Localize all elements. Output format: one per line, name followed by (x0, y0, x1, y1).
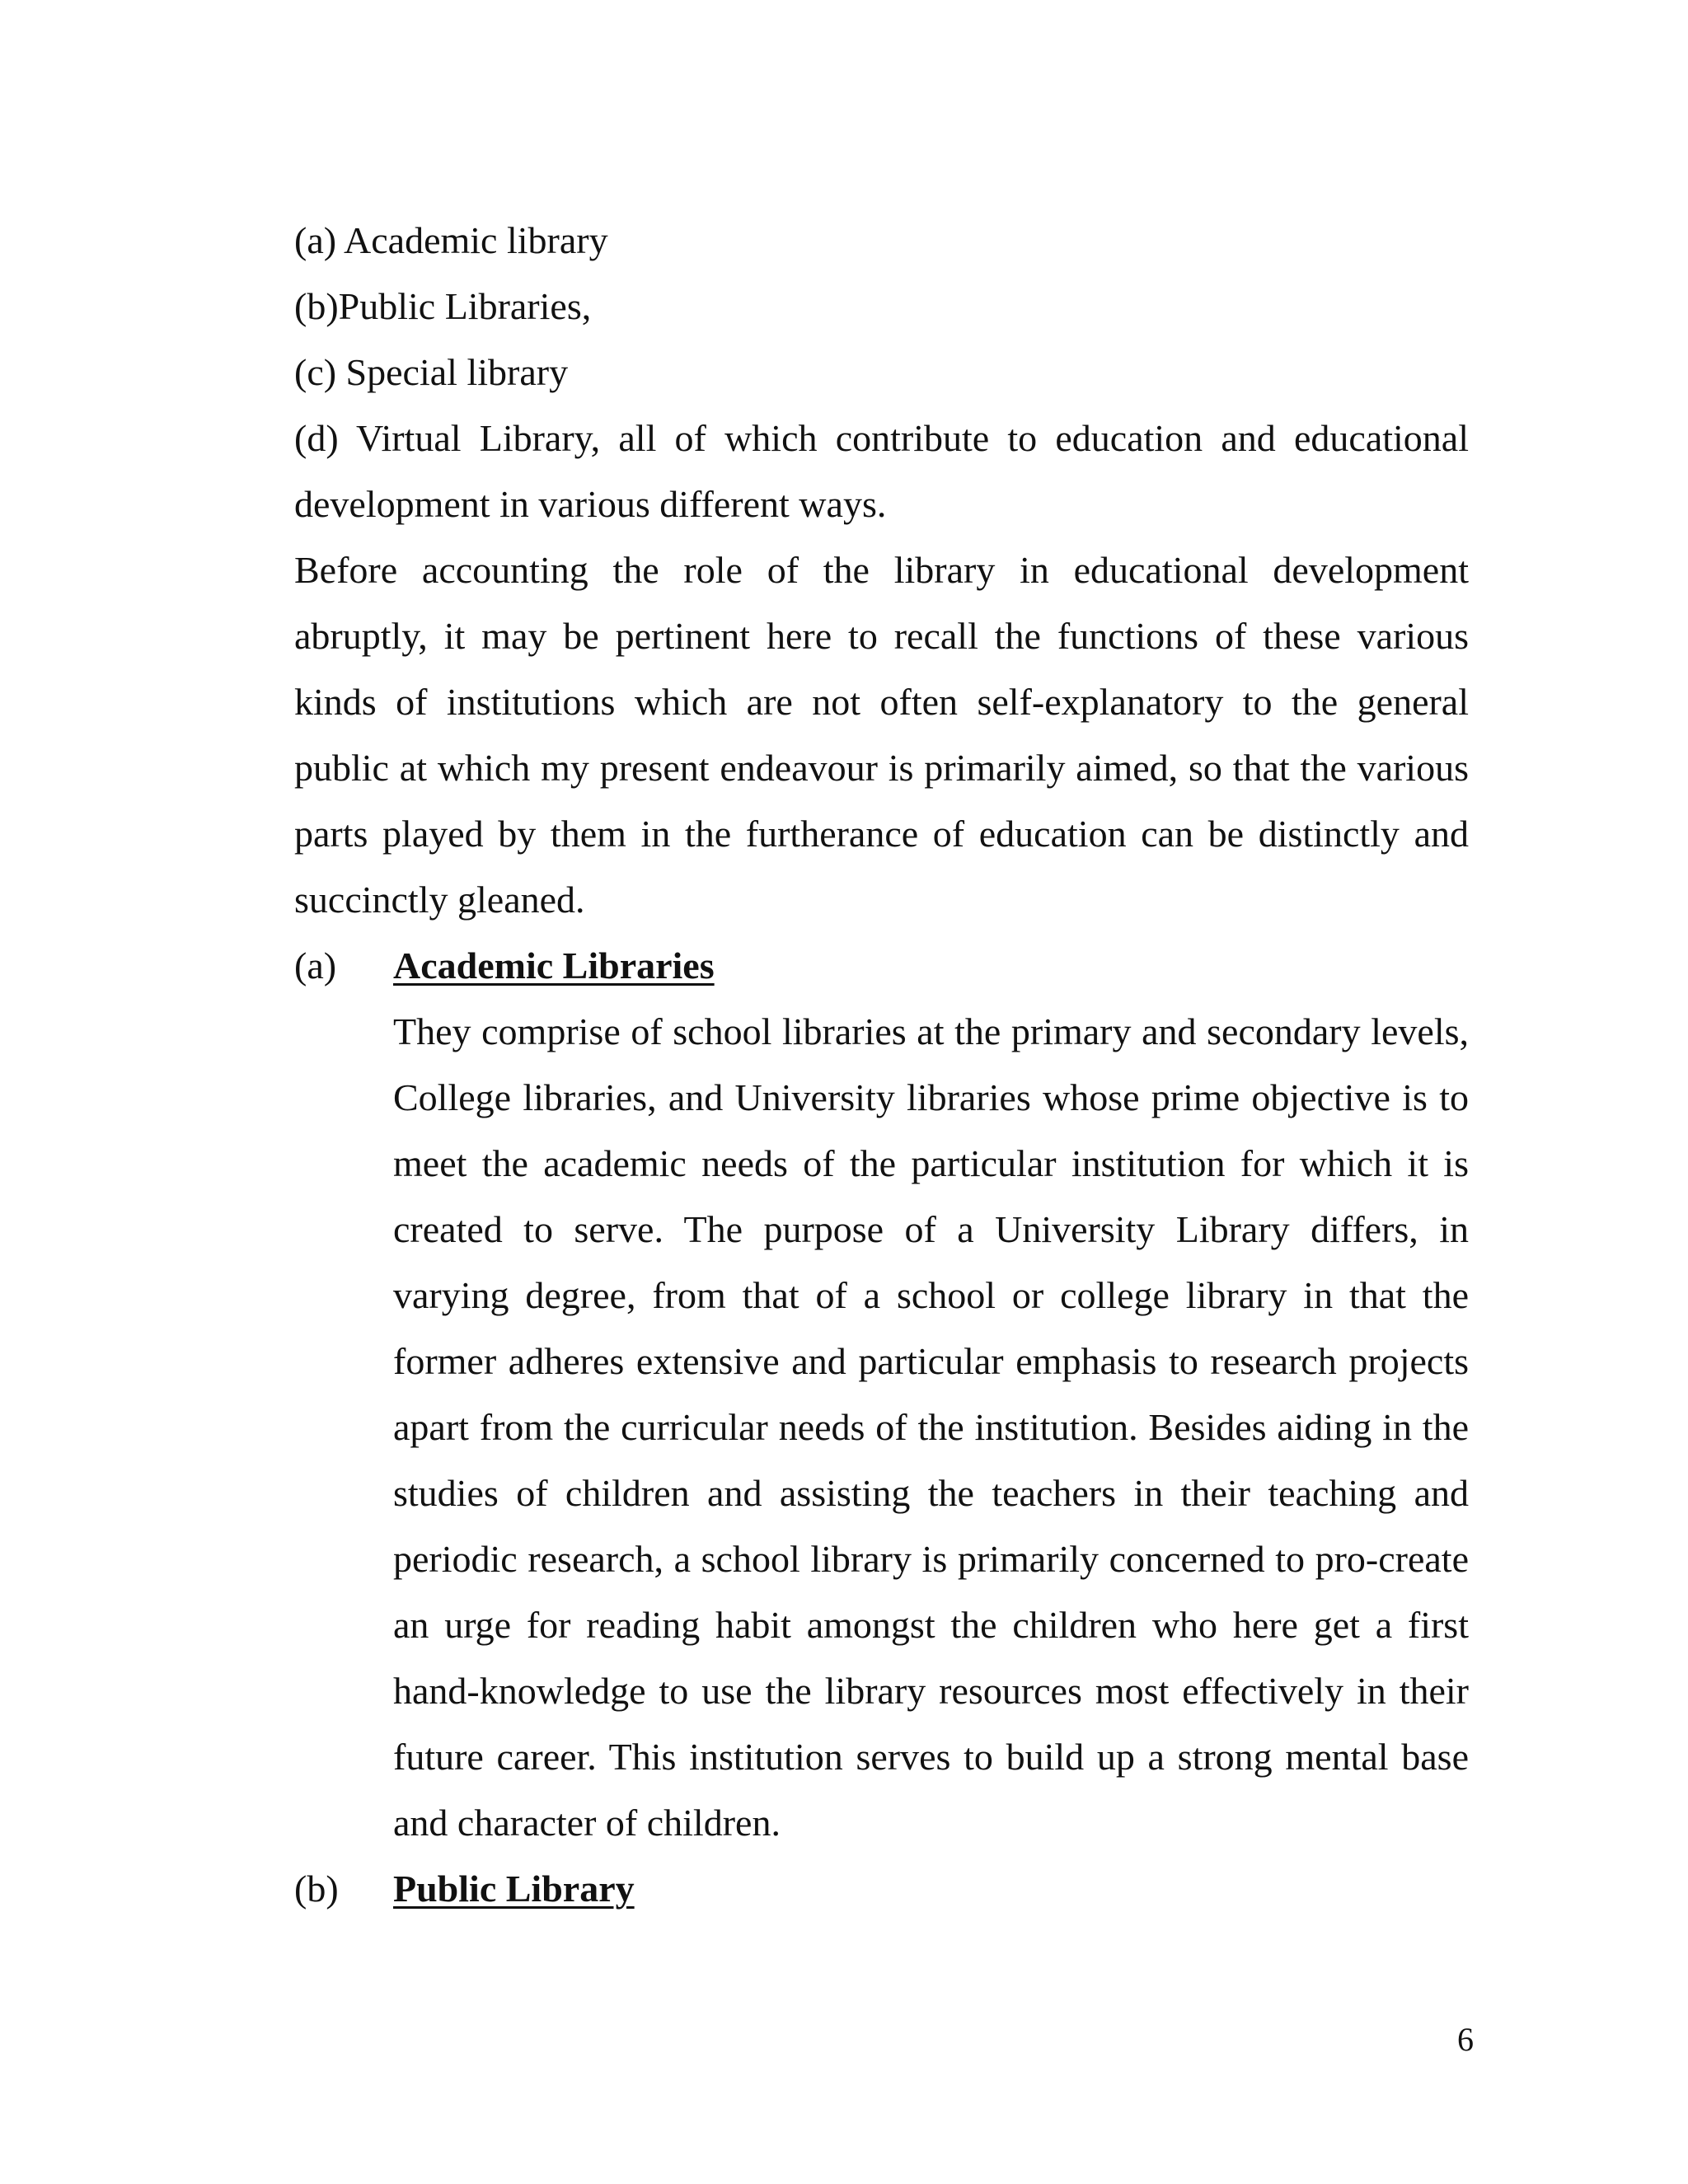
list-item: (c) Special library (294, 351, 569, 393)
section-marker: (a) (294, 944, 337, 987)
section-title: Public Library (393, 1868, 635, 1910)
section-title: Academic Libraries (393, 944, 715, 987)
section-body-academic: They comprise of school libraries at the primary and secondary levels, College libraries, and University libraries whose prime objective is to meet the academic needs of the particular institution for which it is created to serve. The purpose of a University Library differs, in varying degree, from that of a school or college library in that the former adheres extensive and particular emphasis to research projects apart from the curricular needs of the institution. Besides aiding in the studies of children and assisting the teachers in their teaching and periodic research, a school library is primarily concerned to pro-create an urge for reading habit amongst the children who here get a first hand-knowledge to use the library resources most effectively in their future career. This institution serves to build up a strong mental base and character of children. (393, 1010, 1469, 1844)
list-item: (d) Virtual Library, all of which contribute to education and educational (294, 417, 1469, 459)
section-heading-academic (294, 933, 1469, 999)
intro-paragraph: Before accounting the role of the library in educational development abruptly, it may be pertinent here to recall the functions of these various kinds of institutions which are not often self-explanatory to the general public at which my present endeavour is primarily aimed, so that the various parts played by them in the furtherance of education can be distinctly and succinctly gleaned. (294, 549, 1469, 921)
section-heading-public (294, 1856, 1469, 1922)
page-body (294, 208, 1469, 1922)
page-number: 6 (1457, 2021, 1474, 2058)
list-item-continuation: development in various different ways. (294, 483, 887, 525)
list-item: (b)Public Libraries, (294, 285, 592, 327)
list-item: (a) Academic library (294, 219, 608, 261)
section-marker: (b) (294, 1868, 339, 1910)
